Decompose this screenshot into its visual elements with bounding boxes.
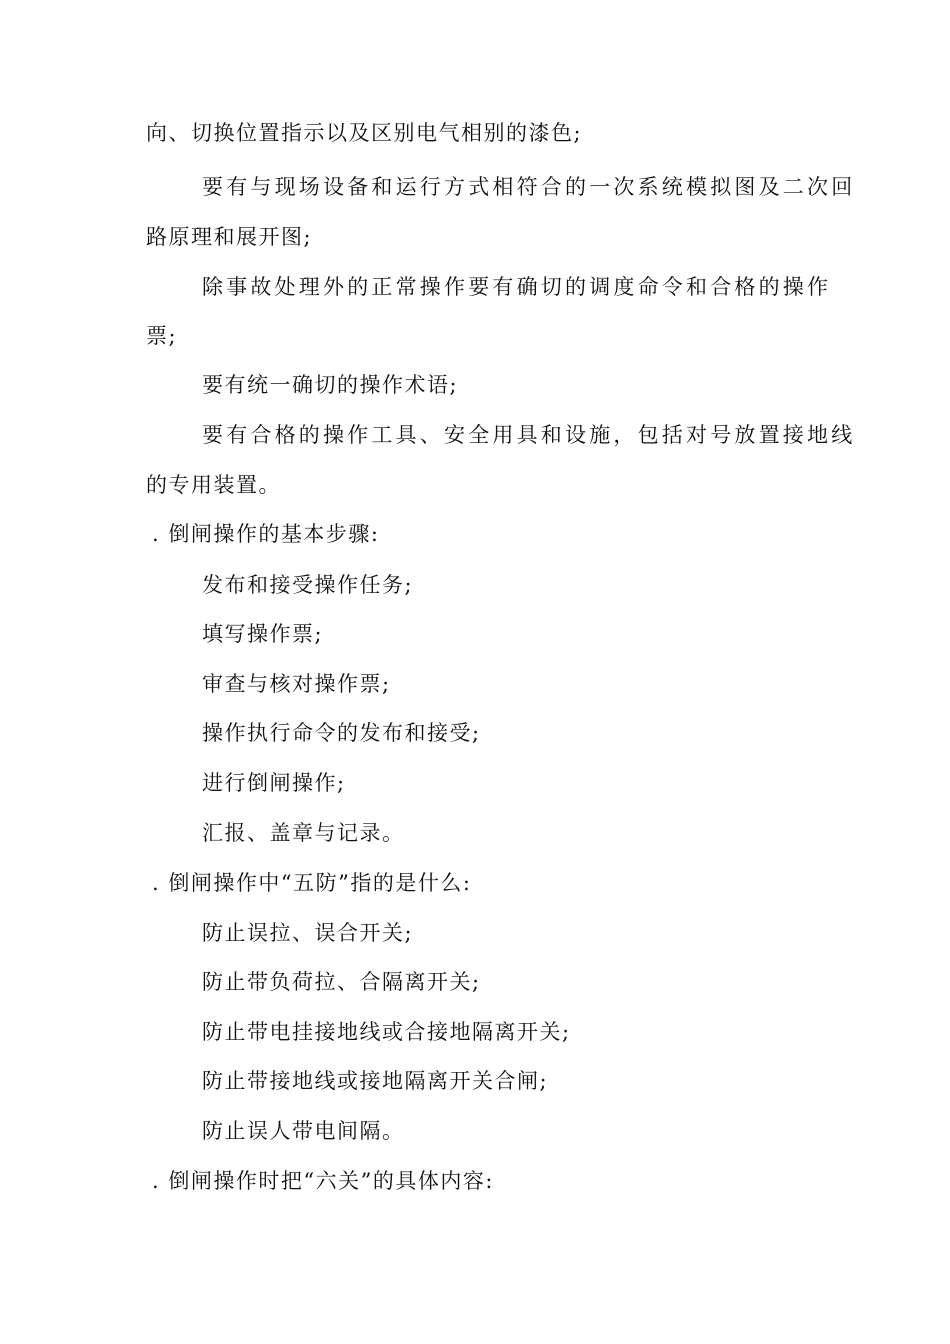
list-item: 防止带接地线或接地隔离开关合闸; [202,1069,549,1093]
list-item: 防止误人带电间隔。 [202,1119,405,1143]
list-item: 进行倒闸操作; [202,771,346,795]
list-item: 防止误拉、误合开关; [202,921,414,945]
text-line-6: 要有统一确切的操作术语; [202,373,459,397]
section-heading-basic-steps: . 倒闸操作的基本步骤: [152,522,380,546]
text-line-7: 要有合格的操作工具、安全用具和设施，包括对号放置接地线 [202,423,856,447]
text-line-3: 路原理和展开图; [146,225,313,249]
text-line-5: 票; [146,324,178,348]
list-item: 防止带电挂接地线或合接地隔离开关; [202,1020,571,1044]
list-item: 填写操作票; [202,622,324,646]
list-item: 汇报、盖章与记录。 [202,821,405,845]
list-item: 防止带负荷拉、合隔离开关; [202,970,481,994]
section-heading-five-preventions: . 倒闸操作中“五防”指的是什么: [152,871,472,895]
list-item: 操作执行命令的发布和接受; [202,721,481,745]
list-item: 审查与核对操作票; [202,672,391,696]
text-line-8: 的专用装置。 [146,473,281,497]
text-line-2: 要有与现场设备和运行方式相符合的一次系统模拟图及二次回 [202,175,856,199]
section-heading-six-checks: . 倒闸操作时把“六关”的具体内容: [152,1169,494,1193]
text-line-1: 向、切换位置指示以及区别电气相别的漆色; [146,121,583,145]
text-line-4: 除事故处理外的正常操作要有确切的调度命令和合格的操作 [202,275,832,299]
list-item: 发布和接受操作任务; [202,573,414,597]
